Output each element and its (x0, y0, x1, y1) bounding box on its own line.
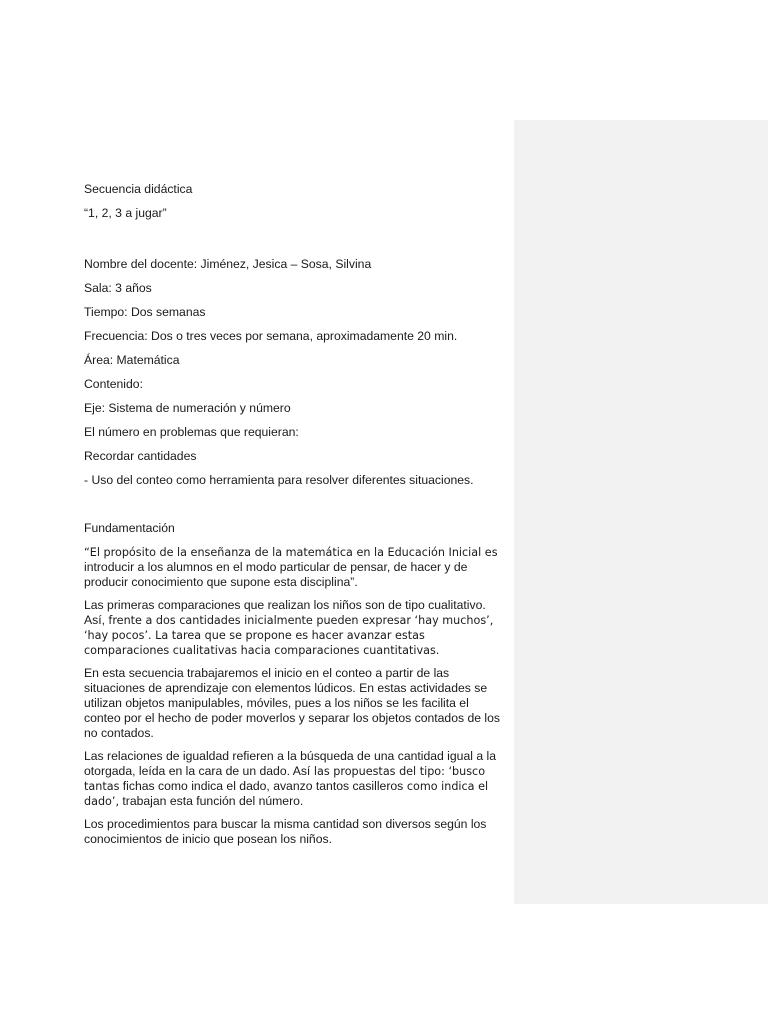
fundamentacion-paragraph-5: Los procedimientos para buscar la misma cantidad son diversos según los conocimientos de inicio que posean los niños. (84, 817, 487, 846)
fund-p4-b: las propuestas del tipo: ‘busco tantas (84, 765, 486, 793)
fundamentacion-heading: Fundamentación (84, 521, 175, 535)
numero-problemas-line: El número en problemas que requieran: (84, 425, 299, 439)
sala-line: Sala: 3 años (84, 281, 152, 295)
fund-p2-first-line: Las primeras comparaciones que realizan los niños son de tipo cualitativo. Así, (84, 598, 486, 627)
area-line: Área: Matemática (84, 353, 180, 367)
fund-p1-first-line: “El propósito de la enseñanza de la matemática en la Educación Inicial es (84, 546, 498, 559)
document-body (84, 182, 508, 855)
recordar-line: Recordar cantidades (84, 449, 197, 463)
fundamentacion-paragraph-1 (84, 545, 508, 590)
fund-p4-c: fichas como indica el dado, avanzo tantos casilleros (119, 779, 404, 793)
fund-p4-a: Las relaciones de igualdad refieren a la búsqueda de una cantidad igual a la otorgada, leída en la cara de un dado. Así (84, 749, 496, 778)
fund-p4-e: trabajan esta función del número. (119, 794, 304, 808)
fundamentacion-paragraph-2 (84, 598, 508, 658)
fundamentacion-paragraph-3: En esta secuencia trabajaremos el inicio en el conteo a partir de las situaciones de aprendizaje con elementos lúdicos. En estas actividades se utilizan objetos manipulables, móviles, pues a los niños se les facilita el conteo por el hecho de poder moverlos y separar los objetos contados de los no contados. (84, 666, 500, 740)
comment-pane (514, 120, 768, 904)
contenido-line: Contenido: (84, 377, 143, 391)
fund-p1-rest: introducir a los alumnos en el modo particular de pensar, de hacer y de producir conocimiento que supone esta disciplina”. (84, 560, 468, 589)
fund-p2-rest: frente a dos cantidades inicialmente pueden expresar ‘hay muchos’, ‘hay pocos’. La tarea que se propone es hacer avanzar estas comparaciones cualitativas hacia comparaciones cuantitativas. (84, 614, 494, 657)
docente-line: Nombre del docente: Jiménez, Jesica – Sosa, Silvina (84, 257, 372, 271)
tiempo-line: Tiempo: Dos semanas (84, 305, 206, 319)
document-title: Secuencia didáctica (84, 182, 193, 196)
fund-p4-d: como indica el dado’, (84, 780, 489, 808)
uso-conteo-line: - Uso del conteo como herramienta para resolver diferentes situaciones. (84, 473, 474, 487)
eje-line: Eje: Sistema de numeración y número (84, 401, 291, 415)
frecuencia-line: Frecuencia: Dos o tres veces por semana, aproximadamente 20 min. (84, 329, 458, 343)
fundamentacion-paragraph-4 (84, 749, 508, 809)
document-subtitle: “1, 2, 3 a jugar” (84, 206, 167, 220)
